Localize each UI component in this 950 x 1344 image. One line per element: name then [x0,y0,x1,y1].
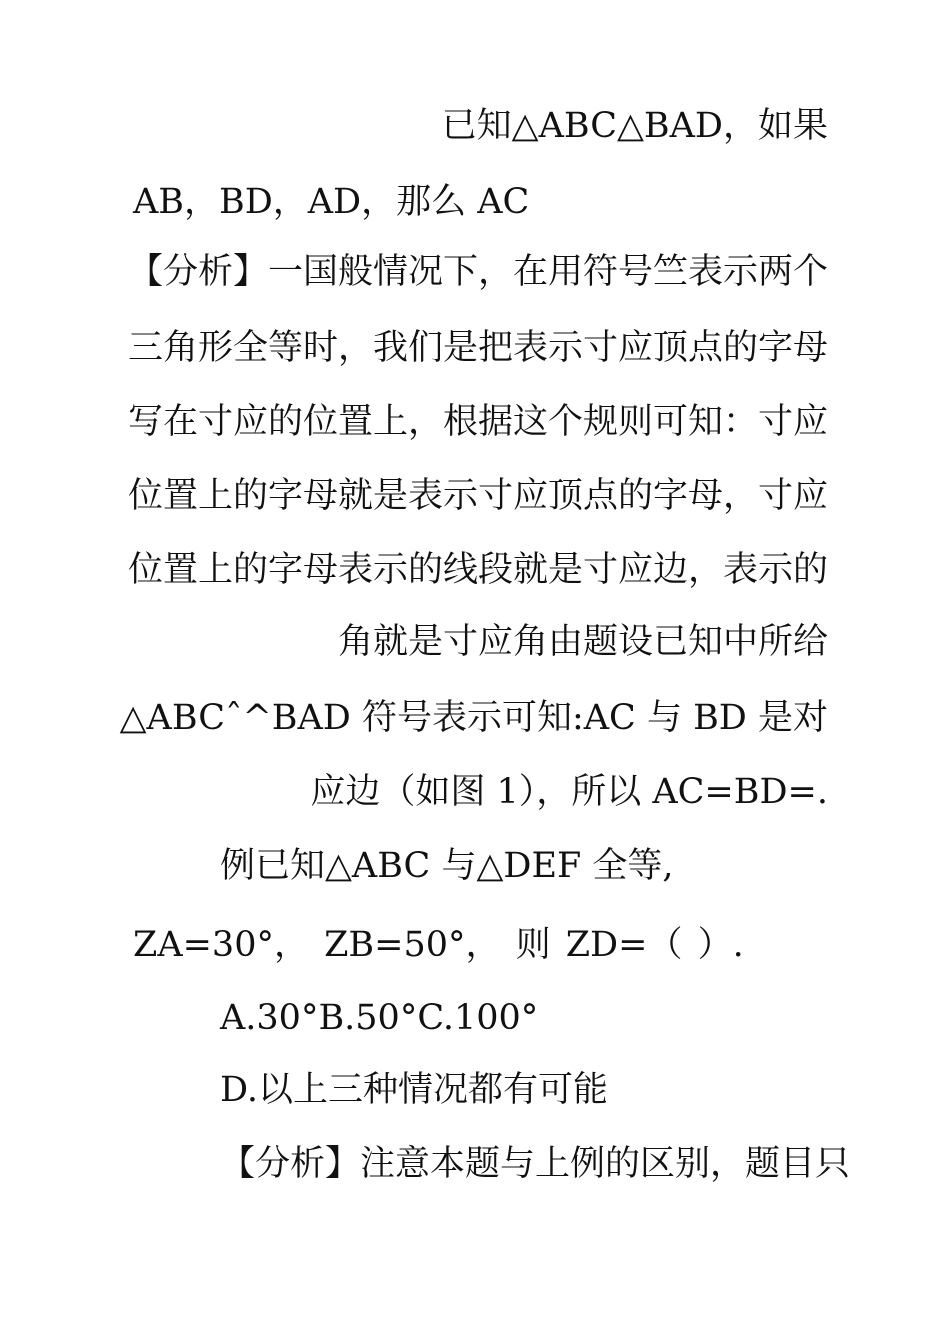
text-line-2: AB，BD，AD，那么 AC [133,182,530,222]
text-line-4: 三角形全等时，我们是把表示寸应顶点的字母 [127,328,828,368]
text-line-13: A.30°B.50°C.100° [220,998,539,1038]
text-line-10: 应边（如图 1），所以 AC=BD=. [310,772,828,812]
text-line-6: 位置上的字母就是表示寸应顶点的字母，寸应 [127,476,828,516]
text-line-12: ZA=30°， ZB=50°， 则 ZD=（ ）. [133,925,744,965]
text-line-7: 位置上的字母表示的线段就是寸应边，表示的 [127,550,828,590]
text-line-11: 例已知△ABC 与△DEF 全等, [220,846,674,886]
text-line-15: 【分析】注意本题与上例的区别，题目只 [220,1144,851,1184]
text-line-8: 角就是寸应角由题设已知中所给 [337,622,828,662]
text-line-5: 写在寸应的位置上，根据这个规则可知：寸应 [127,402,828,442]
text-line-9: △ABCˆ^BAD 符号表示可知:AC 与 BD 是对 [119,698,828,738]
text-line-3: 【分析】一国般情况下，在用符号竺表示两个 [127,252,828,292]
text-line-14: D.以上三种情况都有可能 [220,1070,608,1110]
text-line-1: 已知△ABC△BAD，如果 [441,106,828,146]
